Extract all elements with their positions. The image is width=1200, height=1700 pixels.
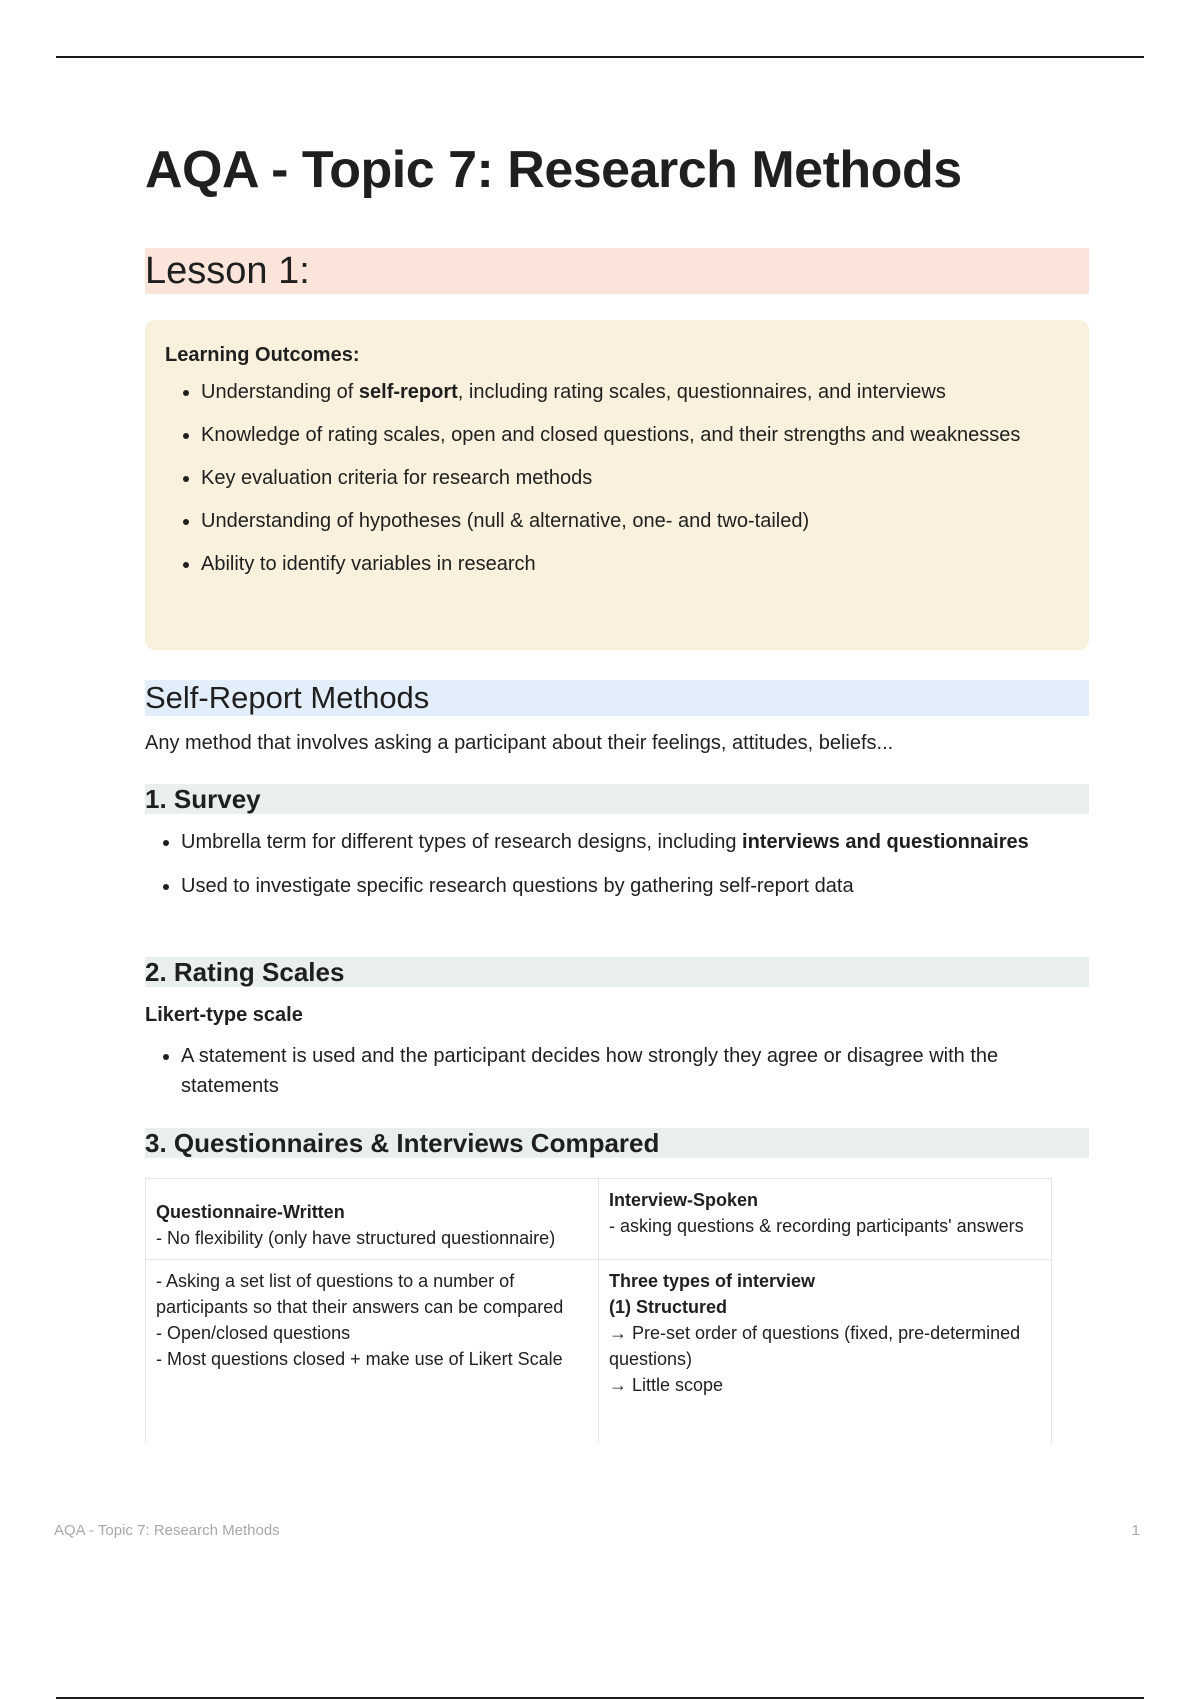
list-item: • Ability to identify variables in research (201, 549, 1069, 579)
rating-scales-heading: 2. Rating Scales (145, 957, 1089, 987)
lesson-heading: Lesson 1: (145, 248, 1089, 294)
list-item: • A statement is used and the participant decides how strongly they agree or disagree with the statements (181, 1041, 1081, 1101)
table-cell: Three types of interview (1) Structured → Pre-set order of questions (fixed, pre-determined questions) → Little scope (599, 1260, 1052, 1445)
list-item: • Understanding of hypotheses (null & alternative, one- and two-tailed) (201, 506, 1069, 536)
footer-title: AQA - Topic 7: Research Methods (54, 1522, 280, 1539)
table-cell: Questionnaire-Written - No flexibility (only have structured questionnaire) (146, 1179, 599, 1260)
table-row (146, 1260, 1052, 1445)
top-rule (56, 56, 1144, 58)
survey-list (145, 827, 1081, 915)
list-item: • Key evaluation criteria for research methods (201, 463, 1069, 493)
bottom-rule (56, 1697, 1144, 1699)
comparison-heading: 3. Questionnaires & Interviews Compared (145, 1128, 1089, 1158)
rating-list (145, 1041, 1081, 1115)
self-report-intro: Any method that involves asking a participant about their feelings, attitudes, beliefs... (145, 732, 894, 754)
table-cell: - Asking a set list of questions to a number of participants so that their answers can be compared - Open/closed questions - Most questions closed + make use of Likert Scale (146, 1260, 599, 1445)
page-number: 1 (1131, 1522, 1140, 1539)
learning-outcomes-callout (145, 320, 1089, 650)
likert-subheading: Likert-type scale (145, 1004, 303, 1026)
page-title: AQA - Topic 7: Research Methods (145, 141, 962, 199)
outcomes-label: Learning Outcomes: (165, 344, 360, 366)
outcomes-list (165, 377, 1069, 579)
comparison-table (145, 1178, 1052, 1444)
list-item: • Understanding of self-report, including rating scales, questionnaires, and interviews (201, 377, 1069, 407)
list-item: • Knowledge of rating scales, open and closed questions, and their strengths and weaknesses (201, 420, 1069, 450)
table-row (146, 1179, 1052, 1260)
self-report-heading: Self-Report Methods (145, 680, 1089, 716)
list-item: • Used to investigate specific research questions by gathering self-report data (181, 871, 1081, 901)
list-item: • Umbrella term for different types of research designs, including interviews and questionnaires (181, 827, 1081, 857)
survey-heading: 1. Survey (145, 784, 1089, 814)
table-cell: Interview-Spoken - asking questions & recording participants' answers (599, 1179, 1052, 1260)
